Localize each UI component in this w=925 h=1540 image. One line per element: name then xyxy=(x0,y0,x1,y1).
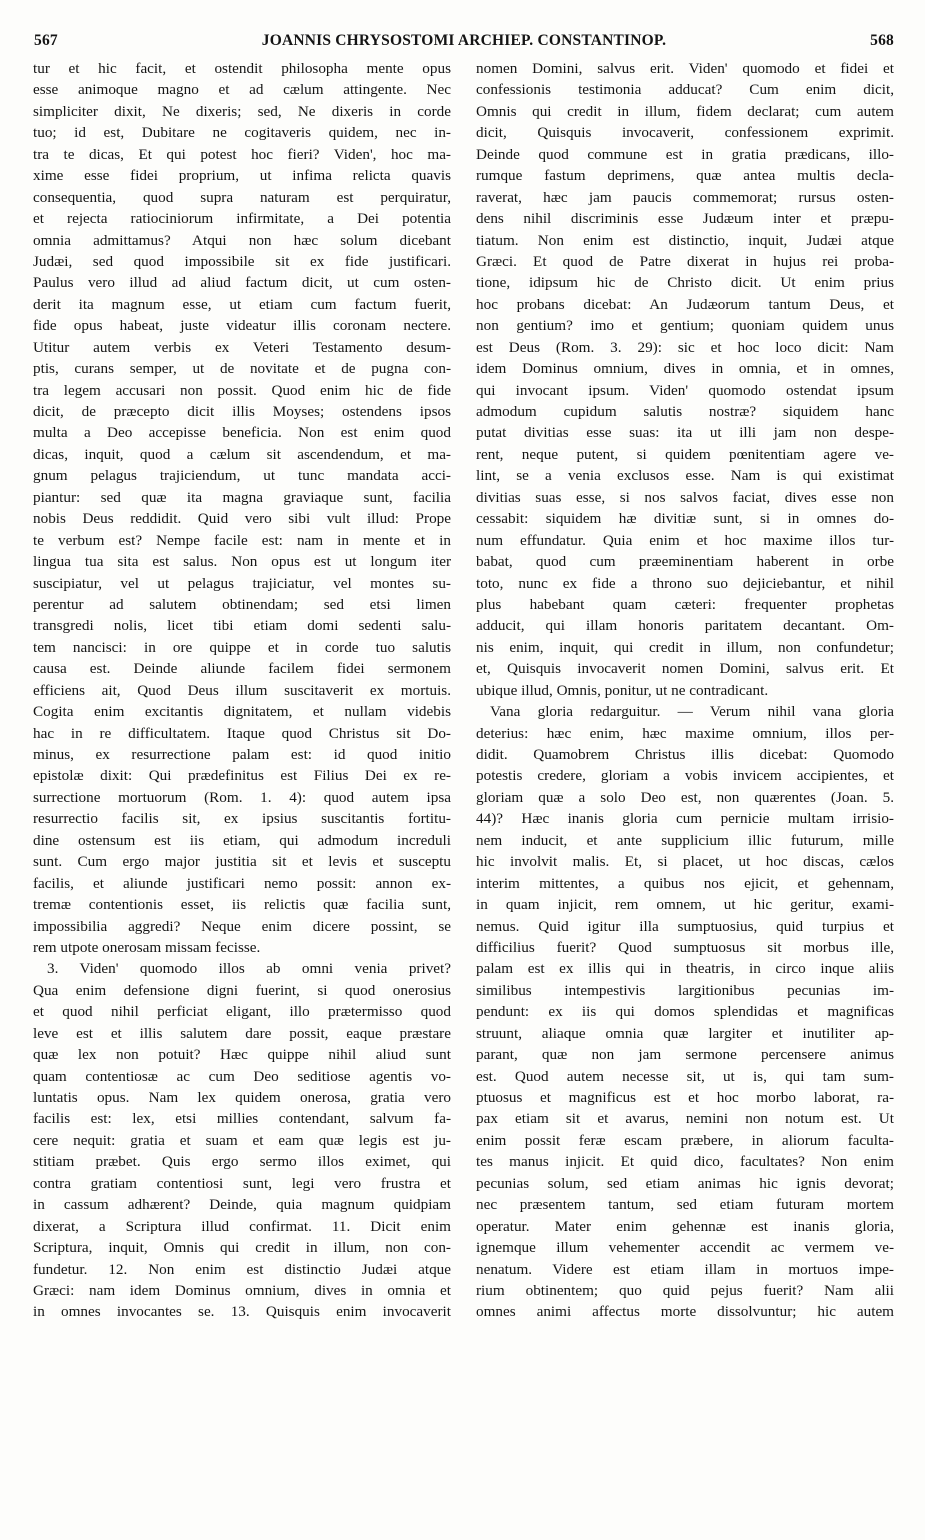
text-line: contra gratiam contentiosi sunt, legi vero frustra et xyxy=(33,1174,451,1192)
text-line: te verbum est? Nempe facile est: nam in mente et in xyxy=(33,531,451,549)
text-line: suscipiatur, vel ut pelagus trajiciatur, vel montes su- xyxy=(33,574,451,592)
text-line: multa a Deo accepisse beneficia. Non est enim quod xyxy=(33,424,451,442)
text-line: Scriptura, inquit, Omnis qui credit in illum, non con- xyxy=(33,1239,451,1257)
text-line: cessabit: siquidem hæ divitiæ sunt, si in omnes do- xyxy=(476,510,894,528)
text-line: Græci: nam idem Dominus omnium, dives in omnia et xyxy=(33,1281,451,1299)
text-line: 44)? Hæc inanis gloria cum pernicie multam irrisio- xyxy=(476,810,894,828)
text-line: epistolæ dixit: Qui prædefinitus est Filius Dei ex re- xyxy=(33,767,451,785)
text-line: dicit, de præcepto dicit illis Moyses; ostendens ipsos xyxy=(33,403,451,420)
text-line: raverat, hæc jam paucis commemorat; rursus osten- xyxy=(476,188,894,206)
text-line: consequentia, quod supra naturam est perquiratur, xyxy=(33,188,451,206)
page-number-left: 567 xyxy=(34,32,58,49)
text-line: palam est ex illis qui in theatris, in circo inque aliis xyxy=(476,960,894,978)
text-line: lint, se a venia exclusos esse. Nam is qui existimat xyxy=(476,467,894,485)
text-line: rium obtinentem; quo quid pejus fuerit? Nam alii xyxy=(476,1281,894,1299)
text-column-left xyxy=(33,58,451,1323)
running-header xyxy=(34,30,894,54)
text-line: hoc probans dicebat: An Judæorum tantum Deus, et xyxy=(476,295,894,313)
text-line: rem utpote onerosam missam fecisse. xyxy=(33,938,261,956)
text-line: dine ostensum est iis etiam, qui admodum increduli xyxy=(33,831,451,849)
text-line: non gentium? imo et gentium; quoniam quidem unus xyxy=(476,317,894,335)
text-line: nenatum. Videre est etiam illam in mortuos impe- xyxy=(476,1260,894,1278)
text-line: piantur: sed quæ ita magna graviaque sunt, facilia xyxy=(33,488,451,506)
text-line: nis enim, inquit, qui credit in illum, non confundetur; xyxy=(476,638,894,656)
text-line: in quam injicit, rem omnem, ut hic geritur, exami- xyxy=(476,896,894,914)
text-line: idem Dominus omnium, dives in omnia, et in omnes, xyxy=(476,360,894,378)
text-line: pendunt: ex iis qui domos splendidas et magnificas xyxy=(476,1003,894,1021)
text-line: nemus. Quid igitur illa sumptuosius, quid turpius et xyxy=(476,917,894,935)
text-line: Græci. Et quod de Patre dixerat in hujus rei proba- xyxy=(476,252,894,270)
text-line: dicit, Quisquis invocaverit, confessionem exprimit. xyxy=(476,124,894,142)
text-line: ptis, curans semper, ut de novitate et de pugna con- xyxy=(33,360,451,378)
text-line: tra te dicas, Et qui potest hoc fieri? Viden', hoc ma- xyxy=(33,145,451,163)
text-line: fide opus habeat, juste videatur illis coronam nectere. xyxy=(33,317,451,335)
text-line: transgredi nolis, licet tibi etiam domi sedenti salu- xyxy=(33,617,451,635)
text-line: luntatis opus. Nam lex quidem onerosa, gratia vero xyxy=(33,1089,451,1106)
text-line: fundetur. 12. Non enim est distinctio Judæi atque xyxy=(33,1260,451,1278)
text-line: tiatum. Non enim est distinctio, inquit, Judæi atque xyxy=(476,231,894,249)
text-line: dicas, inquit, quod a cælum sit ascendendum, et ma- xyxy=(33,445,451,463)
text-line: et rejecta ratiociniorum infirmitate, a Dei potentia xyxy=(33,210,451,228)
text-line: gnum pelagus trajiciendum, ut tunc mandata acci- xyxy=(33,467,451,485)
running-title: JOANNIS CHRYSOSTOMI ARCHIEP. CONSTANTINOP. xyxy=(261,32,667,49)
text-line: in omnes invocantes se. 13. Quisquis enim invocaverit xyxy=(33,1303,451,1321)
text-line: hac in re difficultatem. Itaque quod Christus sit Do- xyxy=(33,724,451,742)
text-line: interim mittentes, a quibus nos ejicit, et gehennam, xyxy=(476,874,894,892)
text-line: Vana gloria redarguitur. — Verum nihil vana gloria xyxy=(490,703,894,721)
text-line: dixerat, a Scriptura illud confirmat. 11. Dicit enim xyxy=(33,1217,451,1235)
text-line: omnia admittamus? Atqui non hæc solum dicebant xyxy=(33,231,451,249)
text-line: tur et hic facit, et ostendit philosopha mente opus xyxy=(33,60,451,77)
text-line: tra legem accusari non possit. Quod enim hic de fide xyxy=(33,381,451,399)
text-line: struunt, aliaque omnia quæ largiter et inutiliter ap- xyxy=(476,1024,894,1042)
text-line: Utitur autem verbis ex Veteri Testamento desum- xyxy=(33,338,451,356)
text-line: derit ita magnum esse, ut etiam cum factum fuerit, xyxy=(33,295,451,313)
text-line: quæ lex non potuit? Hæc quippe nihil aliud sunt xyxy=(33,1046,451,1064)
text-line: adducit, qui illam honoris paritatem decantant. Om- xyxy=(476,617,894,635)
text-line: 3. Viden' quomodo illos ab omni venia privet? xyxy=(47,960,451,978)
text-line: nomen Domini, salvus erit. Viden' quomodo et fidei et xyxy=(476,60,894,77)
text-line: ubique illud, Omnis, ponitur, ut ne contradicant. xyxy=(476,681,769,699)
text-line: facilis, et aliunde justificari nemo possit: annon ex- xyxy=(33,874,451,892)
text-line: confessionis testimonia adducat? Cum enim dicit, xyxy=(476,81,894,99)
text-line: Deinde quod commune est in gratia prædicans, illo- xyxy=(476,145,894,163)
text-line: num effundatur. Quia enim et hoc maxime illos tur- xyxy=(476,531,894,549)
text-line: facilis est: lex, etsi millies contendant, salvum fa- xyxy=(33,1110,451,1128)
text-line: perentur ad salutem obtinendam; sed etsi limen xyxy=(33,595,451,613)
text-line: omnes animi affectus morte dissolvuntur; hic autem xyxy=(476,1303,894,1321)
text-line: putat divitias esse suas: ita ut illi jam non despe- xyxy=(476,424,894,442)
text-line: est Deus (Rom. 3. 29): sic et hoc loco dicit: Nam xyxy=(476,338,894,356)
text-line: divitias suas esse, si nos salvos faciat, dives esse non xyxy=(476,488,894,506)
text-line: tes manus injicit. Et quid dico, facultates? Non enim xyxy=(476,1153,894,1171)
text-column-right xyxy=(476,58,894,1323)
text-line: similibus intempestivis largitionibus pecunias im- xyxy=(476,981,894,999)
text-line: efficiens ait, Quod Deus illum suscitaverit ex mortuis. xyxy=(33,681,451,699)
text-line: et, Quisquis invocaverit nomen Domini, salvus erit. Et xyxy=(476,660,894,678)
text-line: cere nequit: gratia et suam et eam quæ legis est ju- xyxy=(33,1131,451,1149)
text-line: stitiam præbet. Quis ergo sermo illos eximet, qui xyxy=(33,1153,451,1171)
text-line: gloriam quæ a solo Deo est, non quærentes (Joan. 5. xyxy=(476,788,894,806)
text-line: Omnis qui credit in illum, fidem declarat; cum autem xyxy=(476,102,894,120)
text-line: babat, quod cum præeminentiam haberent in orbe xyxy=(476,553,894,571)
text-line: Judæi, sed quod impossibile sit ex fide justificari. xyxy=(33,252,451,270)
text-line: sunt. Cum ergo major justitia sit et levis et susceptu xyxy=(33,853,451,871)
text-line: lingua tua sita est salus. Non opus est ut longum iter xyxy=(33,553,451,571)
text-line: xime esse fidei proprium, ut infima relicta quavis xyxy=(33,167,451,185)
text-line: potestis credere, gloriam a vobis invicem accipientes, et xyxy=(476,767,894,785)
text-line: Cogita enim excitantis dignitatem, et nullam videbis xyxy=(33,703,451,721)
text-line: difficilius fuerit? Quod sumptuosus sit morbus ille, xyxy=(476,938,894,956)
text-line: quam contentiosæ ac cum Deo seditiose agentis vo- xyxy=(33,1067,451,1085)
text-line: operatur. Mater enim gehennæ est inanis gloria, xyxy=(476,1217,894,1235)
text-line: hic involvit malis. Et, si placet, ut hoc discas, cælos xyxy=(476,853,894,871)
text-line: nec præsentem tantum, sed etiam futuram mortem xyxy=(476,1196,894,1214)
text-line: causa est. Deinde aliunde facilem fidei sermonem xyxy=(33,660,451,678)
text-line: tremæ contentionis esset, iis relictis quæ facilia sunt, xyxy=(33,896,451,914)
text-line: Qua enim defensione digni fuerint, si quod onerosius xyxy=(33,981,451,999)
text-line: plus habebant quam cæteri: frequenter prophetas xyxy=(476,595,894,613)
text-line: nobis Deus reddidit. Quid vero sibi vult illud: Prope xyxy=(33,510,451,528)
text-line: dens nihil discriminis esse Judæum inter et præpu- xyxy=(476,210,894,228)
text-line: deterius: hæc enim, hæc maxime omnium, illos per- xyxy=(476,724,894,742)
text-line: tem nancisci: in ore quippe et in corde tuo salutis xyxy=(33,638,451,656)
text-line: toto, nunc ex fide a throno suo dejiciebantur, et nihil xyxy=(476,574,894,592)
text-line: pecunias solum, sed etiam animas hic ignis devorat; xyxy=(476,1174,894,1192)
text-line: qui invocant ipsum. Viden' quomodo ostendat ipsum xyxy=(476,381,894,399)
text-line: rent, neque putent, si quidem pœnitentiam agere ve- xyxy=(476,445,894,463)
text-line: ptuosus et magnificus est et hoc morbo laborat, ra- xyxy=(476,1089,894,1106)
text-line: didit. Quamobrem Christus illis dicebat: Quomodo xyxy=(476,746,894,763)
text-line: est. Quod autem necesse sit, ut is, qui tam sum- xyxy=(476,1067,894,1085)
text-line: parant, quæ non jam sermone percensere animus xyxy=(476,1046,894,1064)
text-line: resurrectio facilis sit, ex ipsius suscitantis fortitu- xyxy=(33,810,451,828)
text-line: ignemque illum vehementer accendit ac vermem ve- xyxy=(476,1239,894,1257)
text-line: admodum cupidum salutis nostræ? siquidem hanc xyxy=(476,403,894,420)
text-line: nem inducit, et ante supplicium illic futurum, mille xyxy=(476,831,894,849)
text-line: in cassum adhærent? Deinde, quia magnum quidpiam xyxy=(33,1196,451,1214)
text-line: tuo; id est, Dubitare ne cogitaveris quidem, nec in- xyxy=(33,124,451,142)
text-line: tione, idipsum hic de Christo dicit. Ut enim prius xyxy=(476,274,894,292)
text-line: enim possit feræ escam præbere, in aliorum faculta- xyxy=(476,1131,894,1149)
text-line: rumque fastum deprimens, quæ antea multis decla- xyxy=(476,167,894,185)
text-line: esse animoque magno et ad cælum attingente. Nec xyxy=(33,81,451,99)
page-number-right: 568 xyxy=(870,32,894,49)
text-line: et quod nihil perficiat eligant, illo prætermisso quod xyxy=(33,1003,451,1021)
text-line: impossibilia aggredi? Neque enim dicere possint, se xyxy=(33,917,451,935)
text-line: minus, ex resurrectione palam est: id quod initio xyxy=(33,746,451,763)
text-line: simpliciter dixit, Ne dixeris; sed, Ne dixeris in corde xyxy=(33,102,451,120)
text-line: leve est et illis salutem dare possit, eaque præstare xyxy=(33,1024,451,1042)
text-line: pax etiam sit et avarus, nemini non notum est. Ut xyxy=(476,1110,894,1128)
text-line: Paulus vero illud ad aliud factum dicit, ut cum osten- xyxy=(33,274,451,292)
text-line: surrectione mortuorum (Rom. 1. 4): quod autem ipsa xyxy=(33,788,451,806)
